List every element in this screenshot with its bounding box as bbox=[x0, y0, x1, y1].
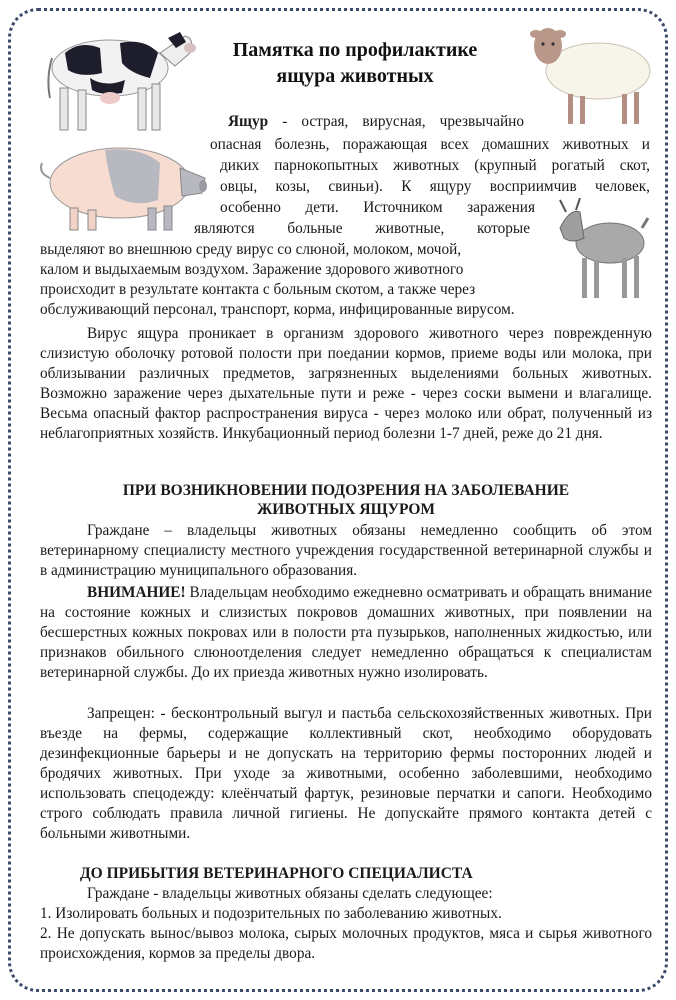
title-line-1: Памятка по профилактике bbox=[232, 39, 478, 61]
intro-line-1 bbox=[228, 112, 524, 132]
goat-illustration bbox=[550, 198, 650, 302]
section-heading-suspicion bbox=[40, 481, 652, 519]
term-yashchur: Ящур bbox=[228, 113, 269, 130]
intro-line-7: выделяют во внешнюю среду вирус со слюной, молоком, мочой, bbox=[40, 241, 462, 258]
title-line-2: ящура животных bbox=[276, 65, 434, 87]
attention-label: ВНИМАНИЕ! bbox=[87, 584, 186, 601]
pig-illustration bbox=[30, 138, 208, 234]
intro-line-1-text: - острая, вирусная, чрезвычайно bbox=[268, 113, 524, 130]
cow-illustration bbox=[30, 18, 200, 138]
intro-line-4: овцы, козы, свиньи). К ящуру восприимчив человек, bbox=[220, 178, 650, 195]
section-heading-before-vet: ДО ПРИБЫТИЯ ВЕТЕРИНАРНОГО СПЕЦИАЛИСТА bbox=[80, 865, 473, 882]
paragraph-forbidden: Запрещен: - бесконтрольный выгул и пастьба сельскохозяйственных животных. При въезде на фермы, содержащие коллективный скот, необходимо оборудовать дезинфекционные барьеры и не допускать на территорию фермы посторонних людей и бродячих животных. При уходе за животными, особенно заболевшими, необходимо использовать спецодежду: клеёнчатый фартук, резиновые перчатки и сапоги. Необходимо строго соблюдать правила личной гигиены. Не допускайте прямого контакта детей с больными животными. bbox=[40, 705, 652, 842]
list-item: 1. Изолировать больных и подозрительных по заболеванию животных. bbox=[40, 905, 502, 922]
sheep-illustration bbox=[518, 16, 654, 130]
intro-line-2: опасная болезнь, поражающая всех домашних животных и bbox=[210, 136, 650, 153]
before-vet-lead: Граждане - владельцы животных обязаны сделать следующее: bbox=[87, 885, 493, 902]
intro-line-8: калом и выдыхаемым воздухом. Заражение здорового животного bbox=[40, 261, 464, 278]
paragraph-virus: Вирус ящура проникает в организм здорового животного через поврежденную слизистую оболочку ротовой полости при поедании кормов, приеме воды или молока, при облизывании различных предметов, загрязненных выделениями больных животных. Возможно заражение через дыхательные пути и реже - через соски вымени и влагалище. Весьма опасный фактор распространения вируса - через молоко или обрат, полученный из неблагоприятных хозяйств. Инкубационный период болезни 1-7 дней, реже до 21 дня. bbox=[40, 325, 652, 442]
list-item: 2. Не допускать вынос/вывоз молока, сырых молочных продуктов, мяса и сырья животного происхождения, кормов за пределы двора. bbox=[40, 925, 652, 962]
intro-line-6: являются больные животные, которые bbox=[194, 220, 530, 237]
page-title bbox=[195, 37, 515, 89]
paragraph-citizens-report: Граждане – владельцы животных обязаны немедленно сообщить об этом ветеринарному специалисту местного учреждения государственной ветеринарной службы и в администрацию муниципального образования. bbox=[40, 522, 652, 579]
intro-line-9: происходит в результате контакта с больным скотом, а также через bbox=[40, 281, 476, 298]
intro-line-3: диких парнокопытных животных (крупный рогатый скот, bbox=[220, 157, 650, 174]
heading-line-1: ПРИ ВОЗНИКНОВЕНИИ ПОДОЗРЕНИЯ НА ЗАБОЛЕВАНИЕ bbox=[122, 482, 570, 499]
intro-line-10: обслуживающий персонал, транспорт, корма, инфицированные вирусом. bbox=[40, 301, 515, 318]
intro-line-5: особенно дети. Источником заражения bbox=[220, 199, 535, 216]
heading-line-2: ЖИВОТНЫХ ЯЩУРОМ bbox=[256, 501, 436, 518]
attention-text: Владельцам необходимо ежедневно осматривать и обращать внимание на состояние кожных и слизистых покровов домашних животных, при появлении на бесшерстных кожных покровах или в полости рта пузырьков, наполненных жидкостью, или признаков обильного слюноотделения следует немедленно обращаться к специалистам ветеринарной службы. До их приезда животных нужно изолировать. bbox=[40, 584, 652, 681]
intro-continuation bbox=[40, 240, 540, 320]
section-before-vet-body bbox=[40, 884, 652, 964]
paragraph-attention bbox=[40, 583, 652, 683]
